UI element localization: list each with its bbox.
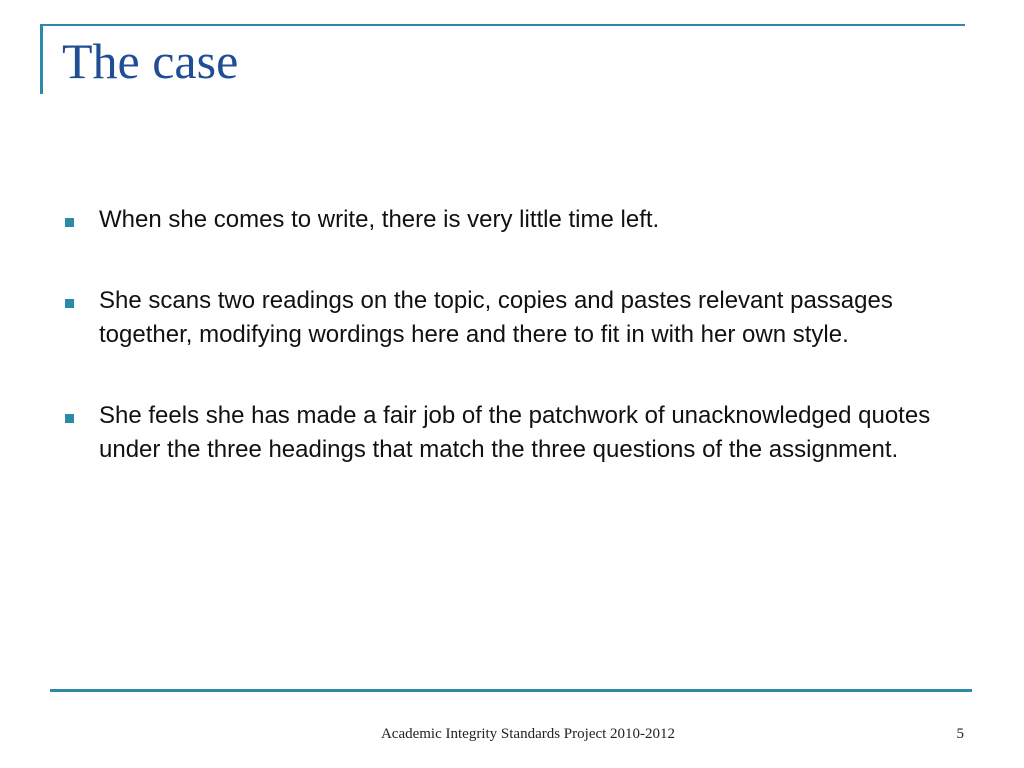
bullet-item [62,399,962,467]
square-bullet-icon [65,218,74,227]
bullet-list [62,203,962,467]
bullet-item [62,203,962,237]
slide-title: The case [62,33,239,89]
bullet-text: She scans two readings on the topic, copies and pastes relevant passages together, modifying wordings here and there to fit in with her own style. [99,287,893,348]
slide-number: 5 [956,726,964,742]
title-frame-side-line [40,24,43,94]
footer-text: Academic Integrity Standards Project 2010-2012 [380,726,676,742]
bullet-item [62,284,962,352]
bullet-text: She feels she has made a fair job of the patchwork of unacknowledged quotes under the three headings that match the three questions of the assignment. [99,402,931,463]
footer-divider [50,689,972,692]
title-frame-top-line [40,24,965,26]
square-bullet-icon [65,414,74,423]
bullet-text: When she comes to write, there is very little time left. [99,206,660,233]
square-bullet-icon [65,299,74,308]
